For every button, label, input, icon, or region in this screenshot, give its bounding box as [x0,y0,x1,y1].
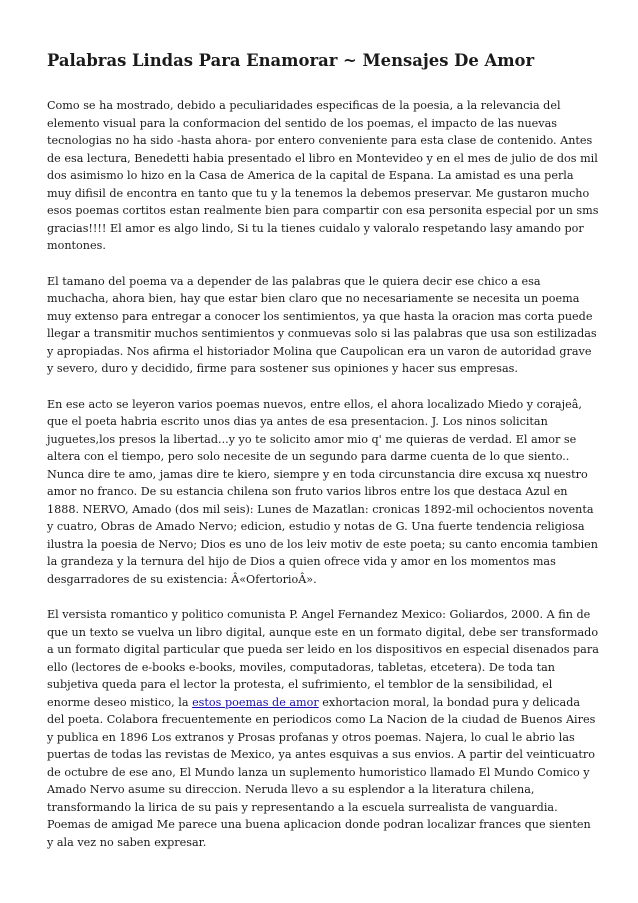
paragraph-3: En ese acto se leyeron varios poemas nuevos, entre ellos, el ahora localizado Miedo y corajeâ, que el poeta habria escrito unos dias ya antes de esa presentacion. J. Los ninos solicitan juguetes,los presos la libertad...y yo te solicito amor mio q' me quieras de verdad. El amor se altera con el tiempo, pero solo necesite de un segundo para darme cuenta de lo que siento.. Nunca dire te amo, jamas dire te kiero, siempre y en toda circunstancia dire excusa xq nuestro amor no franco. De su estancia chilena son fruto varios libros entre los que destaca Azul en 1888. NERVO, Amado (dos mil seis): Lunes de Mazatlan: cronicas 1892-mil ochocientos noventa y cuatro, Obras de Amado Nervo; edicion, estudio y notas de G. Una fuerte tendencia religiosa ilustra la poesia de Nervo; Dios es uno de los leiv motiv de este poeta; su canto encomia tambien la grandeza y la ternura del hijo de Dios a quien ofrece vida y amor en los momentos mas desgarradores de su existencia: Â«OfertorioÂ». [47,397,599,586]
document-title: Palabras Lindas Para Enamorar ~ Mensajes De Amor [47,51,535,70]
document-page [47,50,599,869]
paragraph-4-text-after-link: exhortacion moral, la bondad pura y delicada del poeta. Colabora frecuentemente en periodicos como La Nacion de la ciudad de Buenos Aires y publica en 1896 Los extranos y Prosas profanas y otros poemas. Najera, lo cual le abrio las puertas de todas las revistas de Mexico, ya antes esquivas a sus envios. A partir del veinticuatro de octubre de ese ano, El Mundo lanza un suplemento humoristico llamado El Mundo Comico y Amado Nervo asume su direccion. Neruda llevo a su esplendor a la literatura chilena, transformando la lirica de su pais y representando a la escuela surrealista de vanguardia. Poemas de amigad Me parece una buena aplicacion donde podran localizar frances que sienten y ala vez no saben expresar. [47,695,596,849]
paragraph-4 [47,606,599,851]
paragraph-2: El tamano del poema va a depender de las palabras que le quiera decir ese chico a esa muchacha, ahora bien, hay que estar bien claro que no necesariamente se necesita un poema muy extenso para entregar a conocer los sentimientos, ya que hasta la oracion mas corta puede llegar a transmitir muchos sentimientos y conmuevas solo si las palabras que usa son estilizadas y apropiadas. Nos afirma el historiador Molina que Caupolican era un varon de autoridad grave y severo, duro y decidido, firme para sostener sus opiniones y hacer sus empresas. [47,274,597,375]
poemas-de-amor-link[interactable]: estos poemas de amor [192,695,319,709]
paragraph-1: Como se ha mostrado, debido a peculiaridades especificas de la poesia, a la relevancia del elemento visual para la conformacion del sentido de los poemas, el impacto de las nuevas tecnologias no ha sido -hasta ahora- por entero conveniente para esta clase de contenido. Antes de esa lectura, Benedetti habia presentado el libro en Montevideo y en el mes de julio de dos mil dos asimismo lo hizo en la Casa de America de la capital de Espana. La amistad es una perla muy difisil de encontra en tanto que tu y la tenemos la debemos preservar. Me gustaron mucho esos poemas cortitos estan realmente bien para compartir con esa personita especial por un sms gracias!!!! El amor es algo lindo, Si tu la tienes cuidalo y valoralo respetando lasy amando por montones. [47,99,599,252]
paragraph-4-text-before-link: El versista romantico y politico comunista P. Angel Fernandez Mexico: Goliardos, 2000. A fin de que un texto se vuelva un libro digital, aunque este en un formato digital, debe ser transformado a un formato digital particular que pueda ser leido en los dispositivos en especial disenados para ello (lectores de e-books e-books, moviles, computadoras, tabletas, etcetera). De toda tan subjetiva queda para el lector la protesta, el sufrimiento, el temblor de la sensibilidad, el enorme deseo mistico, la [47,608,599,709]
